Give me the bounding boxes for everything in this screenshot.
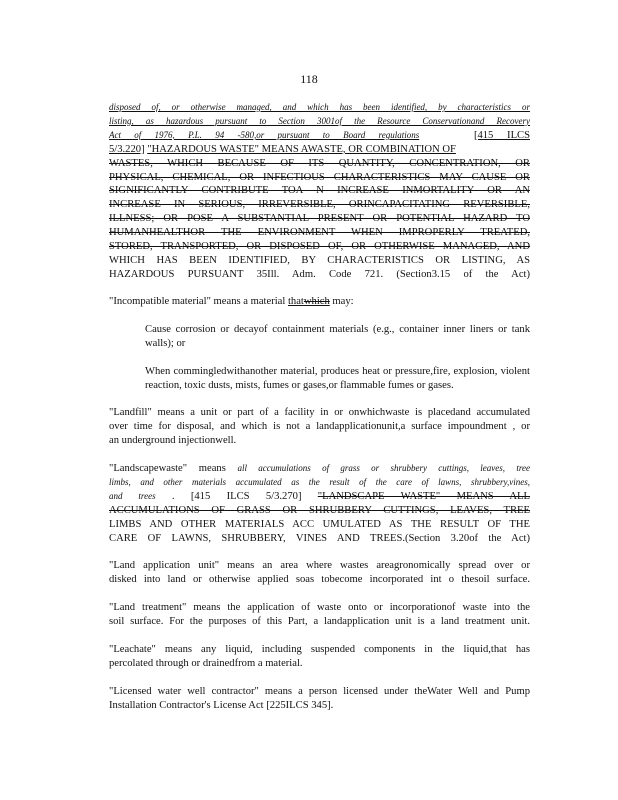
text-line: over time for disposal, and which is not a landapplicationunit,a surface impoundment , or xyxy=(109,420,530,432)
text-line: "Land treatment" means the application of waste onto or incorporationof waste into the xyxy=(109,602,530,613)
text-segment: and trees xyxy=(109,490,156,501)
struck-line: HUMANHEALTHOR THE ENVIRONMENT WHEN IMPROPERLY TREATED, xyxy=(109,227,530,239)
text-line: disked into land or otherwise applied soas tobecome incorporated int o thesoil surface. xyxy=(109,573,530,585)
page-number: 118 xyxy=(300,72,318,86)
text-line: WHICH HAS BEEN IDENTIFIED, BY CHARACTERISTICS OR LISTING, AS xyxy=(109,254,530,266)
text-line: HAZARDOUS PURSUANT 35Ill. Adm. Code 721. (Section3.15 of the Act) xyxy=(109,268,530,280)
licensed-water-well-contractor-definition xyxy=(109,685,530,713)
citation: [415 ILCS xyxy=(473,129,530,141)
land-application-unit-definition xyxy=(109,559,530,587)
text-segment: means a material xyxy=(210,296,288,307)
incompatible-material-definition xyxy=(109,295,530,309)
deleted-text: which xyxy=(303,296,330,307)
citation: 5/3.220] xyxy=(109,143,145,155)
struck-line: WASTES, WHICH BECAUSE OF ITS QUANTITY, CONCENTRATION, OR xyxy=(109,157,530,169)
text-line xyxy=(109,462,530,476)
text-segment: may: xyxy=(329,296,354,307)
struck-line: STORED, TRANSPORTED, OR DISPOSED OF, OR OTHERWISE MANAGED, AND xyxy=(109,241,530,253)
incompatible-item-1: Cause corrosion or decayof containment materials (e.g., container inner liners or tank walls); or xyxy=(145,324,530,349)
struck-line: ACCUMULATIONS OF GRASS OR SHRUBBERY CUTTINGS, LEAVES, TREE xyxy=(109,504,530,516)
text-segment: "HAZARDOUS WASTE" MEANS AWASTE, OR COMBINATION OF xyxy=(147,143,456,155)
text-line xyxy=(109,143,530,157)
hazardous-waste-definition xyxy=(109,101,530,282)
text-line: LIMBS AND OTHER MATERIALS ACC UMULATED AS THE RESULT OF THE xyxy=(109,518,530,530)
struck-line: INCREASE IN SERIOUS, IRREVERSIBLE, ORINCAPACITATING REVERSIBLE, xyxy=(109,199,530,211)
landscape-waste-definition xyxy=(109,462,530,545)
text-line xyxy=(109,490,530,504)
text-line: CARE OF LAWNS, SHRUBBERY, VINES AND TREES.(Section 3.20of the Act) xyxy=(109,532,530,544)
text-line: "Leachate" means any liquid, including suspended components in the liquid,that has xyxy=(109,644,530,655)
text-line: listing, as hazardous pursuant to Section 3001of the Resource Conservationand Recovery xyxy=(109,115,530,126)
leachate-definition xyxy=(109,643,530,671)
term: "Incompatible material" xyxy=(109,296,211,307)
text-line: limbs, and other materials accumulated as the result of the care of lawns, shrubbery,vines, xyxy=(109,476,530,487)
text-line: Installation Contractor's License Act [225ILCS 345]. xyxy=(109,699,334,711)
struck-line: SIGNIFICANTLY CONTRIBUTE TOA N INCREASE INMORTALITY OR AN xyxy=(109,185,530,197)
incompatible-item-2: When commingledwithanother material, produces heat or pressure,fire, explosion, violent reaction, toxic dusts, mists, fumes or gases,or flammable fumes or gases. xyxy=(145,366,530,391)
text-line: "Landfill" means a unit or part of a facility in or onwhichwaste is placedand accumulated xyxy=(109,407,530,418)
text-line: percolated through or drainedfrom a material. xyxy=(109,657,303,669)
land-treatment-definition xyxy=(109,601,530,629)
text-segment: Act of 1976, P.L. 94 -580,or pursuant to Board regulations xyxy=(109,129,420,140)
citation: . [415 ILCS 5/3.270] xyxy=(155,490,318,502)
landfill-definition xyxy=(109,406,530,448)
inserted-text: that xyxy=(287,296,304,307)
text-line: an underground injectionwell. xyxy=(109,434,237,446)
text-line: "Land application unit" means an area where wastes areagronomically spread over or xyxy=(109,560,530,571)
struck-text: "LANDSCAPE WASTE" MEANS ALL xyxy=(317,490,530,502)
struck-line: PHYSICAL, CHEMICAL, OR INFECTIOUS CHARACTERISTICS MAY CAUSE OR xyxy=(109,171,530,183)
struck-line: ILLNESS; OR POSE A SUBSTANTIAL PRESENT OR POTENTIAL HAZARD TO xyxy=(109,213,530,225)
text-line: disposed of, or otherwise managed, and which has been identified, by characteristics or xyxy=(109,102,530,112)
text-segment: all accumulations of grass or shrubbery cuttings, leaves, tree xyxy=(237,463,530,473)
text-line: soil surface. For the purposes of this Part, a landapplication unit is a land treatment unit. xyxy=(109,615,530,627)
text-line: "Licensed water well contractor" means a person licensed under theWater Well and Pump xyxy=(109,686,530,697)
text-line xyxy=(109,129,530,143)
term: "Landscapewaste" means xyxy=(109,463,238,474)
